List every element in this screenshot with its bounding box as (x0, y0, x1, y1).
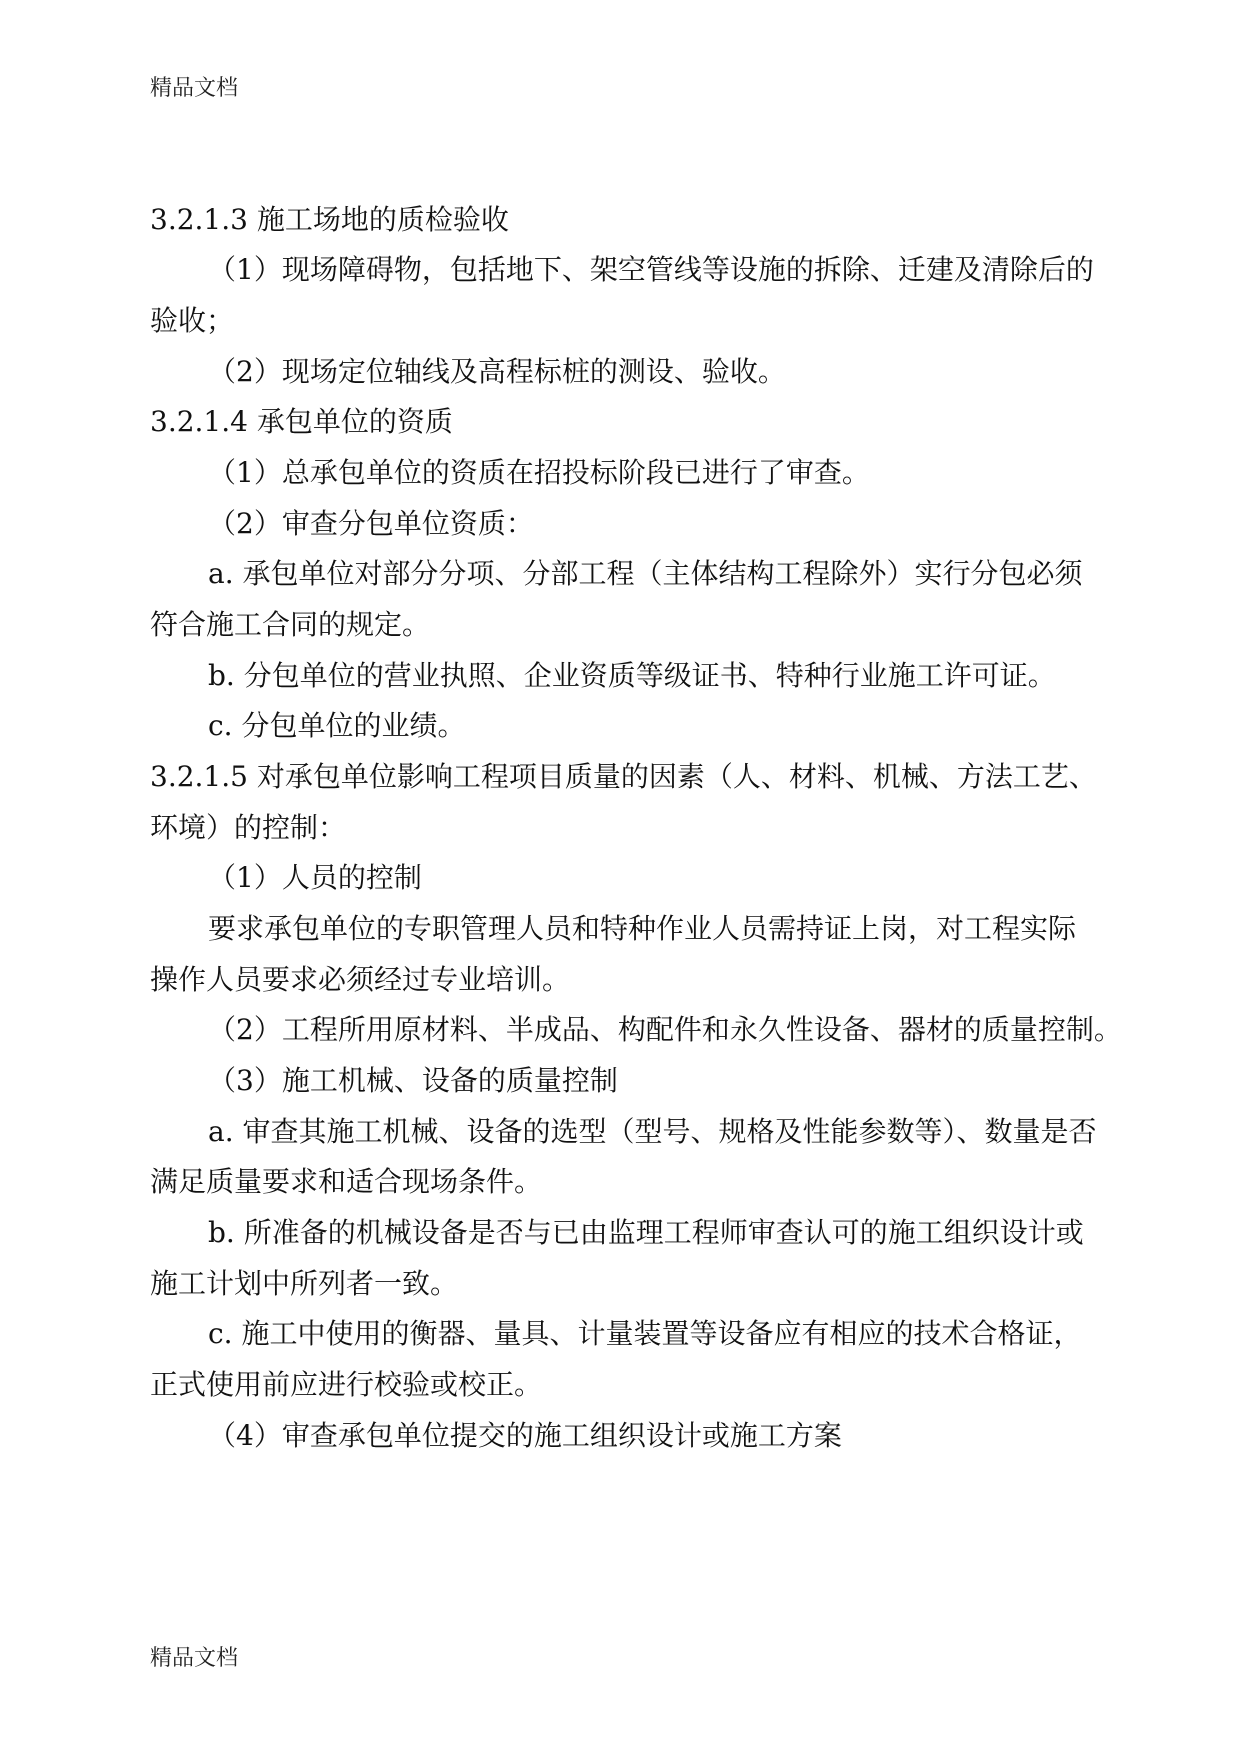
paragraph-line: 要求承包单位的专职管理人员和特种作业人员需持证上岗，对工程实际 (208, 912, 1077, 945)
paragraph-line: （2）工程所用原材料、半成品、构配件和永久性设备、器材的质量控制。 (208, 1013, 1122, 1046)
paragraph-line: （1）现场障碍物，包括地下、架空管线等设施的拆除、迁建及清除后的 (208, 253, 1094, 286)
paragraph-line: 符合施工合同的规定。 (150, 608, 431, 641)
section-heading-3-2-1-4: 3.2.1.4 承包单位的资质 (150, 405, 453, 438)
paragraph-line: （4）审查承包单位提交的施工组织设计或施工方案 (208, 1419, 842, 1452)
page-footer: 精品文档 (150, 1646, 239, 1671)
paragraph-line: （1）总承包单位的资质在招投标阶段已进行了审查。 (208, 456, 870, 489)
section-heading-3-2-1-5: 3.2.1.5 对承包单位影响工程项目质量的因素（人、材料、机械、方法工艺、 (150, 760, 1097, 793)
paragraph-line: a. 审查其施工机械、设备的选型（型号、规格及性能参数等）、数量是否 (208, 1115, 1097, 1148)
paragraph-line: 操作人员要求必须经过专业培训。 (150, 963, 571, 996)
paragraph-line: （2）现场定位轴线及高程标桩的测设、验收。 (208, 355, 786, 388)
paragraph-line: （3）施工机械、设备的质量控制 (208, 1064, 618, 1097)
paragraph-line: 满足质量要求和适合现场条件。 (150, 1165, 543, 1198)
paragraph-line: 施工计划中所列者一致。 (150, 1267, 459, 1300)
paragraph-line: 验收； (150, 304, 235, 337)
paragraph-line: b. 所准备的机械设备是否与已由监理工程师审查认可的施工组织设计或 (208, 1216, 1084, 1249)
paragraph-line: （1）人员的控制 (208, 861, 422, 894)
paragraph-line: b. 分包单位的营业执照、企业资质等级证书、特种行业施工许可证。 (208, 659, 1056, 692)
paragraph-line: a. 承包单位对部分分项、分部工程（主体结构工程除外）实行分包必须 (208, 557, 1083, 590)
paragraph-line: （2）审查分包单位资质： (208, 507, 534, 540)
paragraph-line: 环境）的控制： (150, 811, 347, 844)
paragraph-line: c. 分包单位的业绩。 (208, 709, 466, 742)
paragraph-line: 正式使用前应进行校验或校正。 (150, 1368, 543, 1401)
section-heading-3-2-1-3: 3.2.1.3 施工场地的质检验收 (150, 203, 509, 236)
paragraph-line: c. 施工中使用的衡器、量具、计量装置等设备应有相应的技术合格证， (208, 1317, 1082, 1350)
page-header: 精品文档 (150, 76, 239, 101)
